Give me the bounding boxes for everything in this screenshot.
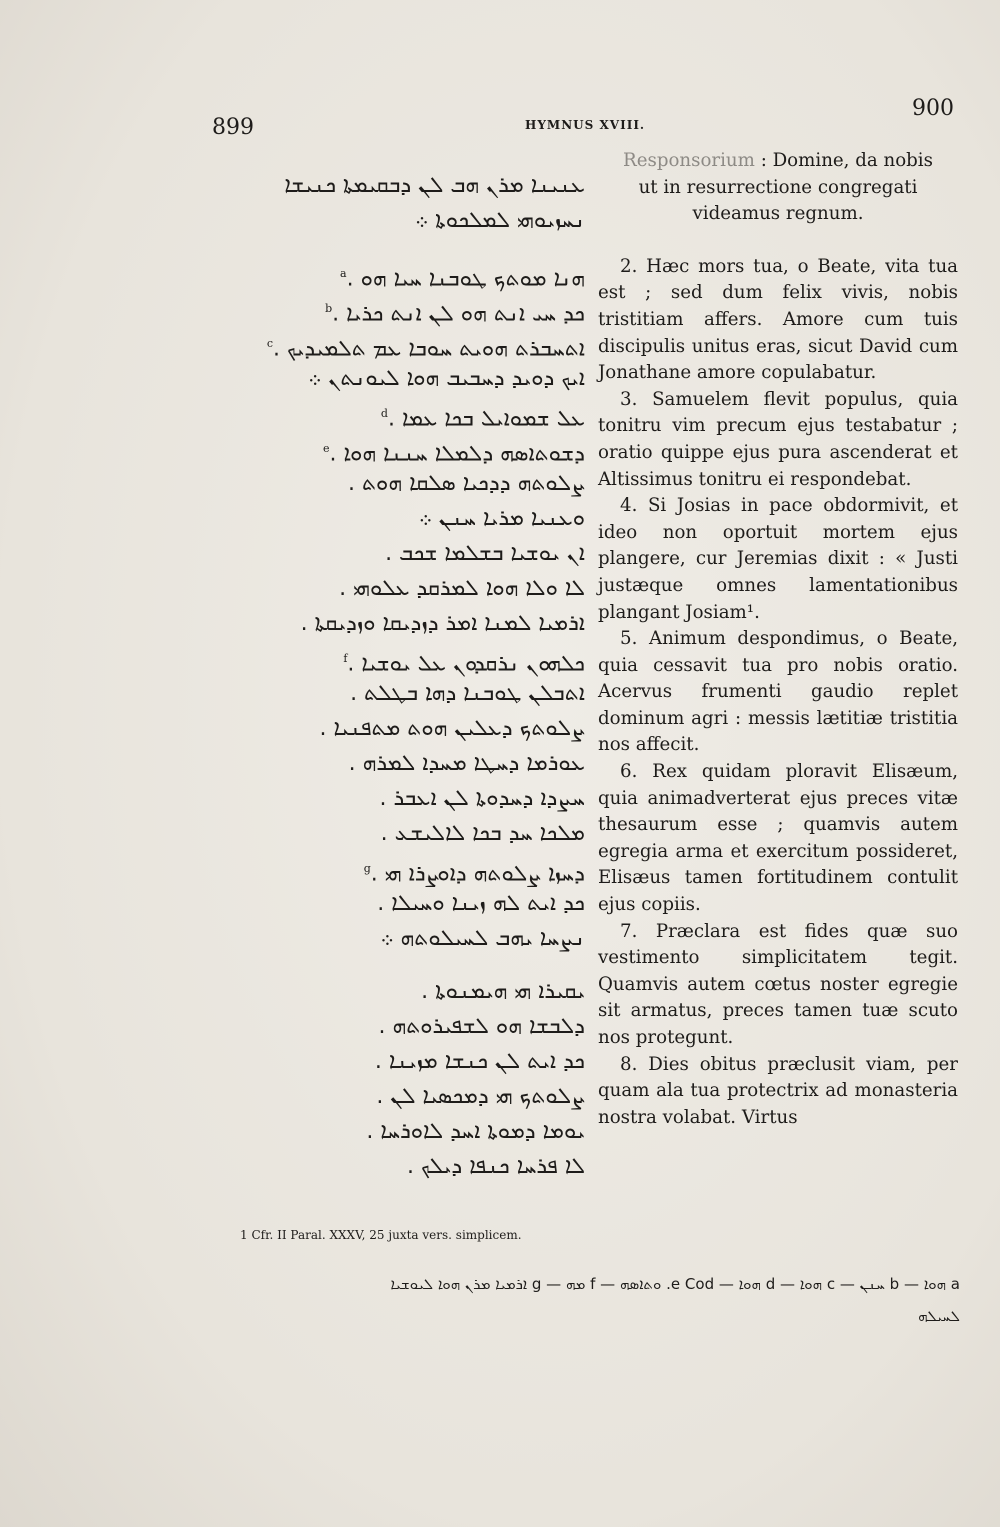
syriac-line bbox=[215, 641, 585, 676]
syriac-line-text: ܨܠܘܬܟ ܕܥܠܝܢ ܗܘܬ ܡܬܦܢܝܐ . bbox=[319, 716, 585, 741]
syriac-line bbox=[215, 361, 585, 396]
variant-marker: e bbox=[323, 442, 330, 455]
syriac-line-text: ܨܠܘܬܗ ܕܕܟܝܐ ܣܠܩܐ ܗܘܬ . bbox=[348, 471, 585, 496]
syriac-line bbox=[215, 1044, 585, 1079]
syriac-line-text: ܚܨܕܐ ܕܚܕܘܬܐ ܠܢ ܐܥܒܪ . bbox=[379, 786, 585, 811]
syriac-line-text: ܝܘܡܐ ܕܡܘܬܐ ܐܚܕ ܠܐܘܪܚܐ . bbox=[366, 1119, 585, 1144]
syriac-line-text: ܠܐ ܦܪܚܐ ܟܢܦܐ ܕܝܠܟ . bbox=[407, 1154, 585, 1179]
syriac-line-text: ܐܬܚܒܪܬ ܗܘܝܬ ܚܘܒܐ ܥܡ ܬܠܡܝܕܝܟ . bbox=[273, 336, 585, 362]
right-page-number: 900 bbox=[912, 96, 954, 121]
variant-line-2: ܠܚܝܠܗ bbox=[918, 1307, 960, 1325]
syriac-line bbox=[215, 921, 585, 956]
syriac-line bbox=[215, 1009, 585, 1044]
syriac-line-text: ܡܠܟܐ ܚܕ ܒܟܐ ܠܐܠܝܫܥ . bbox=[380, 821, 585, 846]
syriac-line-text: ܢܚܙܝܘܗܝ ܠܡܠܟܘܬܐ ܀ bbox=[414, 208, 585, 233]
responsorium-label: Responsorium bbox=[623, 150, 755, 171]
syriac-column bbox=[215, 168, 585, 1184]
syriac-line bbox=[215, 816, 585, 851]
syriac-line-text: ܕܚܙܐ ܨܠܘܬܗ ܕܐܘܨܪܐ ܗܝ . bbox=[370, 861, 585, 887]
syriac-line-text: ܟܠܗܘܢ ܢܪܩܕܘܢ ܥܠ ܝܘܫܝܐ . bbox=[347, 651, 585, 677]
syriac-line bbox=[215, 606, 585, 641]
syriac-line bbox=[215, 256, 585, 291]
syriac-line-text: ܠܐ ܘܠܐ ܗܘܐ ܠܡܪܩܕ ܥܠܘܗܝ . bbox=[339, 576, 585, 601]
syriac-line-text: ܢܨܚܐ ܝܗܒ ܠܚܝܠܘܬܗ ܀ bbox=[380, 926, 585, 951]
syriac-line-text: ܝܩܝܪܐ ܗܝ ܗܝܡܢܘܬܐ . bbox=[421, 979, 585, 1004]
syriac-line bbox=[215, 431, 585, 466]
syriac-line-text: ܘܥܢܝܐ ܡܪܝܐ ܚܢܢ ܀ bbox=[418, 506, 585, 531]
footnote: 1 Cfr. II Paral. XXXV, 25 juxta vers. simplicem. bbox=[240, 1228, 522, 1242]
syriac-line-text: ܐܬܒܠܢ ܛܘܒܢܐ ܕܗܐ ܒܛܠܬ . bbox=[350, 681, 585, 706]
syriac-line-text: ܟܕ ܐܝܬ ܠܗ ܙܝܢܐ ܘܚܝܠܐ . bbox=[377, 891, 585, 916]
syriac-line bbox=[215, 168, 585, 203]
syriac-line bbox=[215, 466, 585, 501]
syriac-line-text: ܐܪܡܝܐ ܠܡܢܐ ܐܡܪ ܕܙܕܝܩܐ ܘܙܕܝܩܬܐ . bbox=[300, 611, 585, 636]
variant-marker: b bbox=[325, 302, 333, 315]
syriac-line bbox=[215, 536, 585, 571]
syriac-line bbox=[215, 326, 585, 361]
syriac-line-text: ܐܢ ܝܘܫܝܐ ܒܫܠܡܐ ܫܟܒ . bbox=[385, 541, 585, 566]
variant-marker: g bbox=[363, 862, 371, 875]
syriac-line-text: ܟܕ ܚܝ ܐܢܬ ܗܘ ܠܢ ܐܢܬ ܟܪܝܐ . bbox=[332, 301, 585, 327]
syriac-line bbox=[215, 291, 585, 326]
syriac-line-text: ܟܕ ܐܝܬ ܠܢ ܟܢܫܐ ܡܙܝܢܐ . bbox=[374, 1049, 585, 1074]
syriac-line-text: ܥܢܝܢܐ ܡܪܢ ܗܒ ܠܢ ܕܒܩܝܡܬܐ ܟܢܝܫܐ bbox=[284, 173, 585, 198]
stanza-2: 2. Hæc mors tua, o Beate, vita tua est ; sed dum felix vivis, nobis tristitiam affers. Amore cum tuis discipulis unitus eras, sicut David cum Jonathane amore copulabatur. bbox=[598, 255, 958, 384]
responsorium-line-2: ut in resurrectione congregati bbox=[638, 176, 918, 198]
syriac-line-text: ܐܝܟ ܕܘܝܕ ܕܚܒܝܒ ܗܘܐ ܠܝܘܢܬܢ ܀ bbox=[308, 366, 585, 391]
variant-marker: c bbox=[266, 337, 273, 350]
responsorium bbox=[598, 148, 958, 228]
responsorium-line-3: videamus regnum. bbox=[692, 203, 864, 225]
syriac-line-text: ܥܘܪܡܐ ܕܚܛܐ ܡܚܕܐ ܠܡܪܗ . bbox=[348, 751, 585, 776]
stanza-gap bbox=[215, 238, 585, 256]
variant-marker: d bbox=[380, 407, 388, 420]
syriac-line bbox=[215, 501, 585, 536]
stanza-6: 6. Rex quidam ploravit Elisæum, quia animadverterat ejus preces vitæ thesaurum esse ; quamvis autem egregia arma et exercitum possideret, Elisæus tamen fortitudinem contulit ejus copiis. bbox=[598, 761, 958, 916]
syriac-line bbox=[215, 203, 585, 238]
running-head: HYMNUS XVIII. bbox=[525, 118, 646, 132]
stanza-5: 5. Animum despondimus, o Beate, quia cessavit tua pro nobis oratio. Acervus frumenti gaudio replet dominum agri : messis lætitiæ tristitia nos affecit. bbox=[598, 628, 958, 756]
syriac-line bbox=[215, 1114, 585, 1149]
spacer bbox=[598, 228, 958, 254]
stanza-8: 8. Dies obitus præclusit viam, per quam ala tua protectrix ad monasteria nostra volabat. Virtus bbox=[598, 1053, 958, 1128]
syriac-line bbox=[215, 571, 585, 606]
syriac-line bbox=[215, 974, 585, 1009]
syriac-line-text: ܗܢܐ ܡܘܬܟ ܛܘܒܢܐ ܚܝܐ ܗܘ . bbox=[346, 266, 585, 292]
variant-readings bbox=[240, 1268, 960, 1332]
syriac-line bbox=[215, 396, 585, 431]
syriac-line-text: ܕܫܘܬܐܣܗ ܕܠܡܠܐ ܚܢܢܐ ܗܘܐ . bbox=[329, 441, 585, 467]
left-page-number: 899 bbox=[212, 115, 254, 140]
syriac-line bbox=[215, 746, 585, 781]
stanza-gap bbox=[215, 956, 585, 974]
stanza-3: 3. Samuelem flevit populus, quia tonitru vim precum ejus testabatur ; oratio quippe ejus pura ascenderat et Altissimus tonitru ei respondebat. bbox=[598, 388, 958, 490]
syriac-line-text: ܕܠܒܫܐ ܗܘ ܠܫܦܝܪܘܬܗ . bbox=[378, 1014, 585, 1039]
syriac-line bbox=[215, 711, 585, 746]
syriac-line-text: ܥܠ ܫܡܘܐܝܠ ܒܟܐ ܥܡܐ . bbox=[387, 406, 585, 432]
syriac-line bbox=[215, 851, 585, 886]
latin-column bbox=[598, 148, 958, 1131]
responsorium-line-1: : Domine, da nobis bbox=[760, 150, 933, 171]
syriac-line bbox=[215, 676, 585, 711]
stanza-7: 7. Præclara est fides quæ suo vestimento simplicitatem tegit. Quamvis autem cœtus noster egregie sit armatus, preces tamen tuæ scuto nos protegunt. bbox=[598, 920, 958, 1048]
syriac-line bbox=[215, 886, 585, 921]
syriac-line bbox=[215, 1079, 585, 1114]
variant-line-1: a ܗܘܐ — b ܚܢܢ — c ܗܘܐ — d ܗܘܐ — e Cod. ܘܬܐܣܗ — f ܡܗ — g ܐܪܡܝܐ ܡܪܢ ܗܘܐ ܠܝܘܫܝܐ bbox=[390, 1275, 960, 1293]
syriac-line-text: ܨܠܘܬܟ ܗܝ ܕܡܟܣܝܐ ܠܢ . bbox=[376, 1084, 585, 1109]
variant-marker: f bbox=[343, 652, 348, 665]
variant-marker: a bbox=[340, 267, 347, 280]
stanza-4: 4. Si Josias in pace obdormivit, et ideo non oportuit mortem ejus plangere, cur Jeremias dixit : « Justi justæque omnes lamentationibus plangant Josiam¹. bbox=[598, 495, 958, 623]
syriac-line bbox=[215, 1149, 585, 1184]
syriac-line bbox=[215, 781, 585, 816]
